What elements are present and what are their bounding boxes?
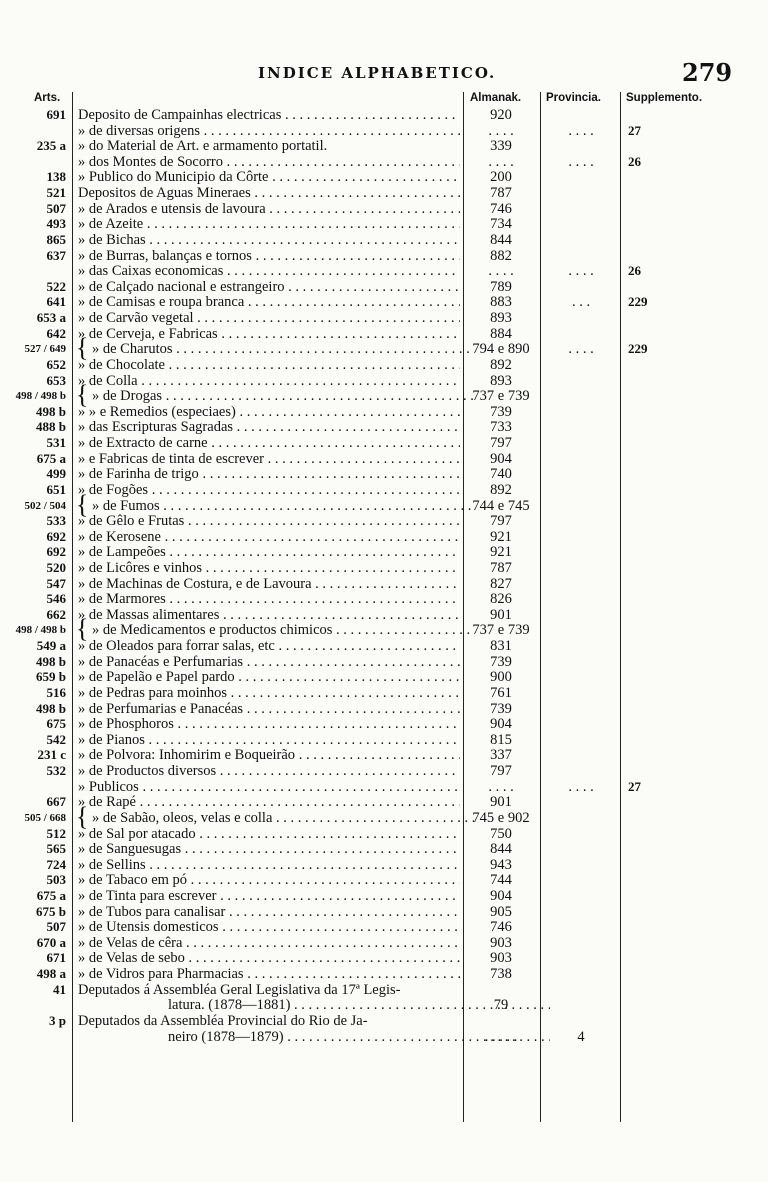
entry-almanak-page: 739 (490, 701, 512, 717)
entry-article-number: 865 (46, 232, 66, 247)
entry-article-number: 507 (46, 919, 66, 934)
entry-supplemento-page: 229 (628, 294, 648, 309)
entry-article-number: 675 b (36, 904, 66, 919)
index-row (0, 841, 768, 857)
index-row (0, 248, 768, 264)
entry-almanak-page: 797 (490, 763, 512, 779)
entry-description: » de Medicamentos e productos chimicos . . . (92, 622, 474, 638)
entry-description: » de Sal por atacado . . . (78, 826, 460, 842)
entry-description: » de Sabão, oleos, velas e colla . . . (92, 810, 474, 826)
brace-glyph: { (76, 380, 89, 409)
index-row (0, 185, 768, 201)
index-row (0, 404, 768, 420)
entry-almanak-page: 920 (490, 107, 512, 123)
entry-almanak-page: 921 (490, 529, 512, 545)
entry-article-number: 671 (46, 950, 66, 965)
index-row (0, 482, 768, 498)
index-row (0, 966, 768, 982)
entry-description: Deputados á Assembléa Geral Legislativa da 17ª Legis- (78, 982, 401, 998)
index-row (0, 373, 768, 389)
entry-article-number: 533 (46, 513, 66, 528)
entry-almanak-page: 893 (490, 310, 512, 326)
entry-article-number: 505 / 668 (24, 812, 66, 824)
page-number: 279 (682, 58, 733, 87)
entry-almanak-page: 787 (490, 560, 512, 576)
entry-article-number: 653 (46, 373, 66, 388)
entry-supplemento-page: 26 (628, 154, 641, 169)
entry-article-number: 498 b (36, 404, 66, 419)
entry-article-number: 488 b (36, 419, 66, 434)
entry-description: » de Marmores . . . (78, 591, 460, 607)
index-row (0, 279, 768, 295)
entry-almanak-page: 892 (490, 357, 512, 373)
index-row (0, 513, 768, 529)
entry-article-number: 231 c (37, 747, 66, 762)
entry-description: » de Oleados para forrar salas, etc . . . (78, 638, 460, 654)
index-row (0, 669, 768, 685)
entry-article-number: 724 (46, 857, 66, 872)
entry-description: latura. (1878—1881) . . . (168, 997, 550, 1013)
entry-almanak-page: 739 (490, 654, 512, 670)
entry-provincia-page: . . . . (568, 779, 594, 795)
entry-article-number: 547 (46, 576, 66, 591)
index-row (0, 419, 768, 435)
entry-description: » das Caixas economicas . . . (78, 263, 460, 279)
entry-description: » de Colla . . . (78, 373, 460, 389)
entry-article-number: 498 a (36, 966, 66, 981)
entry-article-number: 532 (46, 763, 66, 778)
entry-article-number: 531 (46, 435, 66, 450)
index-row (0, 451, 768, 467)
entry-description: » de Calçado nacional e estrangeiro . . . (78, 279, 460, 295)
entry-almanak-page: 737 e 739 (472, 388, 530, 404)
entry-description: » de Farinha de trigo . . . (78, 466, 460, 482)
entry-almanak-page: 750 (490, 826, 512, 842)
index-row (0, 263, 768, 279)
entry-almanak-page: 761 (490, 685, 512, 701)
entry-almanak-page: 746 (490, 201, 512, 217)
entry-description: » de Productos diversos . . . (78, 763, 460, 779)
entry-almanak-page: 904 (490, 716, 512, 732)
entry-description: » de Utensis domesticos . . . (78, 919, 460, 935)
index-row (0, 529, 768, 545)
entry-description: » de Sanguesugas . . . (78, 841, 460, 857)
entry-almanak-page: 745 e 902 (472, 810, 530, 826)
entry-almanak-page: 901 (490, 794, 512, 810)
entry-article-number: 662 (46, 607, 66, 622)
entry-description: » de Kerosene . . . (78, 529, 460, 545)
entry-provincia-page: . . . . (568, 154, 594, 170)
col-head-supplemento: Supplemento. (626, 92, 703, 104)
entry-provincia-page: . . . . (568, 123, 594, 139)
entry-description: » de Burras, balanças e tornos . . . (78, 248, 460, 264)
entry-article-number: 652 (46, 357, 66, 372)
entry-article-number: 498 / 498 b (15, 390, 66, 402)
entry-description: » de Pianos . . . (78, 732, 460, 748)
entry-almanak-page: 883 (490, 294, 512, 310)
entry-almanak-page: . . . . (488, 123, 514, 139)
entry-provincia-page: 4 (577, 1029, 585, 1045)
entry-almanak-page: 901 (490, 607, 512, 623)
index-row (0, 201, 768, 217)
col-head-arts: Arts. (34, 92, 61, 104)
entry-description: » de Fogões . . . (78, 482, 460, 498)
entry-provincia-page: . . . . (568, 263, 594, 279)
entry-article-number: 493 (46, 216, 66, 231)
entry-almanak-page: 339 (490, 138, 512, 154)
index-row (0, 591, 768, 607)
entry-article-number: 549 a (36, 638, 66, 653)
entry-description: » dos Montes de Socorro . . . (78, 154, 460, 170)
index-row (0, 747, 768, 763)
entry-article-number: 675 a (36, 888, 66, 903)
entry-description: » das Escripturas Sagradas . . . (78, 419, 460, 435)
entry-description: » de Massas alimentares . . . (78, 607, 460, 623)
entry-description: » de Sellins . . . (78, 857, 460, 873)
index-row (0, 138, 768, 154)
entry-almanak-page: 734 (490, 216, 512, 232)
index-row (0, 310, 768, 326)
entry-description: » de Chocolate . . . (78, 357, 460, 373)
entry-article-number: 667 (46, 794, 66, 809)
entry-article-number: 542 (46, 732, 66, 747)
entry-article-number: 507 (46, 201, 66, 216)
entry-almanak-page: 797 (490, 435, 512, 451)
entry-article-number: 522 (46, 279, 66, 294)
entry-supplemento-page: 27 (628, 123, 641, 138)
entry-almanak-page: 733 (490, 419, 512, 435)
index-row (0, 872, 768, 888)
entry-article-number: 502 / 504 (24, 500, 66, 512)
entry-description: » de Camisas e roupa branca . . . (78, 294, 460, 310)
entry-description: neiro (1878—1879) . . . (168, 1029, 550, 1045)
index-row (0, 732, 768, 748)
index-row (0, 794, 768, 810)
entry-article-number: 503 (46, 872, 66, 887)
brace-glyph: { (76, 802, 89, 831)
entry-almanak-page: 200 (490, 169, 512, 185)
index-row (0, 982, 768, 998)
entry-article-number: 499 (46, 466, 66, 481)
entry-almanak-page: 943 (490, 857, 512, 873)
entry-almanak-page: 746 (490, 919, 512, 935)
index-row (0, 232, 768, 248)
entry-description: » de Fumos . . . (92, 498, 474, 514)
brace-glyph: { (76, 333, 89, 362)
entry-supplemento-page: 27 (628, 779, 641, 794)
entry-description: » de Vidros para Pharmacias . . . (78, 966, 460, 982)
entry-article-number: 546 (46, 591, 66, 606)
entry-article-number: 138 (46, 169, 66, 184)
entry-article-number: 527 / 649 (24, 343, 66, 355)
index-row (0, 357, 768, 373)
index-row (0, 544, 768, 560)
entry-almanak-page: 903 (490, 935, 512, 951)
entry-description: » de Tabaco em pó . . . (78, 872, 460, 888)
entry-almanak-page: . . . . . (484, 1029, 518, 1045)
entry-description: Deposito de Campainhas electricas . . . (78, 107, 460, 123)
entry-description: » de Charutos . . . (92, 341, 474, 357)
entry-almanak-page: 789 (490, 279, 512, 295)
index-row (0, 169, 768, 185)
index-row (0, 919, 768, 935)
index-row (0, 466, 768, 482)
index-row (0, 779, 768, 795)
entry-almanak-page: 921 (490, 544, 512, 560)
col-head-almanak: Almanak. (470, 92, 522, 104)
index-row (0, 857, 768, 873)
index-row (0, 763, 768, 779)
entry-article-number: 642 (46, 326, 66, 341)
entry-almanak-page: 787 (490, 185, 512, 201)
index-row (0, 904, 768, 920)
index-row (0, 560, 768, 576)
brace-glyph: { (76, 614, 89, 643)
index-row (0, 294, 768, 310)
index-row (0, 216, 768, 232)
entry-article-number: 637 (46, 248, 66, 263)
entry-article-number: 641 (46, 294, 66, 309)
entry-description: » de Lampeões . . . (78, 544, 460, 560)
index-row (0, 950, 768, 966)
entry-article-number: 512 (46, 826, 66, 841)
index-row (0, 107, 768, 123)
entry-almanak-page: 904 (490, 888, 512, 904)
entry-description: » e Fabricas de tinta de escrever . . . (78, 451, 460, 467)
index-row (0, 576, 768, 592)
index-row (0, 654, 768, 670)
col-head-provincia: Provincia. (546, 92, 601, 104)
entry-description: » de Papelão e Papel pardo . . . (78, 669, 460, 685)
entry-description: » » e Remedios (especiaes) . . . (78, 404, 460, 420)
entry-almanak-page: 904 (490, 451, 512, 467)
entry-article-number: 498 b (36, 654, 66, 669)
index-row (0, 638, 768, 654)
entry-article-number: 675 (46, 716, 66, 731)
entry-almanak-page: . . . . (488, 263, 514, 279)
entry-article-number: 692 (46, 544, 66, 559)
entry-almanak-page: 893 (490, 373, 512, 389)
entry-description: » de Machinas de Costura, e de Lavoura . . . (78, 576, 460, 592)
entry-almanak-page: 826 (490, 591, 512, 607)
page-header-title: INDICE ALPHABETICO. (258, 64, 497, 82)
entry-article-number: 235 a (36, 138, 66, 153)
entry-description: » de Cerveja, e Fabricas . . . (78, 326, 460, 342)
entry-description: » de Tinta para escrever . . . (78, 888, 460, 904)
entry-almanak-page: 740 (490, 466, 512, 482)
entry-description: » de Licôres e vinhos . . . (78, 560, 460, 576)
entry-almanak-page: 844 (490, 232, 512, 248)
entry-almanak-page: . . . . (488, 779, 514, 795)
entry-almanak-page: 737 e 739 (472, 622, 530, 638)
entry-description: Depositos de Aguas Mineraes . . . (78, 185, 460, 201)
index-row (0, 1013, 768, 1029)
entry-supplemento-page: 26 (628, 263, 641, 278)
entry-description: » de Carvão vegetal . . . (78, 310, 460, 326)
entry-almanak-page: 884 (490, 326, 512, 342)
entry-description: » de diversas origens . . . (78, 123, 460, 139)
entry-almanak-page: 738 (490, 966, 512, 982)
index-row (0, 1029, 768, 1045)
entry-description: » de Velas de cêra . . . (78, 935, 460, 951)
index-row (0, 154, 768, 170)
entry-article-number: 3 p (49, 1013, 66, 1028)
entry-article-number: 498 / 498 b (15, 624, 66, 636)
entry-article-number: 653 a (36, 310, 66, 325)
entry-almanak-page: 79 (493, 997, 509, 1013)
entry-almanak-page: 794 e 890 (472, 341, 530, 357)
entry-description: » de Polvora: Inhomirim e Boqueirão . . . (78, 747, 460, 763)
entry-almanak-page: 797 (490, 513, 512, 529)
entry-article-number: 651 (46, 482, 66, 497)
index-row (0, 716, 768, 732)
entry-almanak-page: 739 (490, 404, 512, 420)
entry-article-number: 692 (46, 529, 66, 544)
brace-glyph: { (76, 490, 89, 519)
entry-article-number: 41 (53, 982, 66, 997)
entry-description: » de Perfumarias e Panacéas . . . (78, 701, 460, 717)
entry-almanak-page: 744 (490, 872, 512, 888)
index-row (0, 935, 768, 951)
index-row (0, 685, 768, 701)
entry-almanak-page: 815 (490, 732, 512, 748)
entry-description: » de Rapé . . . (78, 794, 460, 810)
entry-almanak-page: 905 (490, 904, 512, 920)
entry-almanak-page: 892 (490, 482, 512, 498)
entry-article-number: 516 (46, 685, 66, 700)
entry-article-number: 659 b (36, 669, 66, 684)
entry-description: » de Extracto de carne . . . (78, 435, 460, 451)
entry-description: » Publico do Municipio da Côrte . . . (78, 169, 460, 185)
entry-article-number: 675 a (36, 451, 66, 466)
index-row (0, 888, 768, 904)
index-row (0, 607, 768, 623)
entry-article-number: 670 a (36, 935, 66, 950)
index-row (0, 826, 768, 842)
entry-description: » de Drogas . . . (92, 388, 474, 404)
entry-article-number: 498 b (36, 701, 66, 716)
entry-description: » de Gêlo e Frutas . . . (78, 513, 460, 529)
entry-description: » de Bichas . . . (78, 232, 460, 248)
entry-almanak-page: 903 (490, 950, 512, 966)
index-row (0, 997, 768, 1013)
entry-almanak-page: 831 (490, 638, 512, 654)
entry-article-number: 565 (46, 841, 66, 856)
entry-description: » de Panacéas e Perfumarias . . . (78, 654, 460, 670)
entry-description: » de Tubos para canalisar . . . (78, 904, 460, 920)
entry-description: » Publicos . . . (78, 779, 460, 795)
entry-description: » de Velas de sebo . . . (78, 950, 460, 966)
entry-description: » do Material de Art. e armamento portatil. (78, 138, 328, 154)
entry-provincia-page: . . . . (568, 341, 594, 357)
entry-article-number: 520 (46, 560, 66, 575)
entry-description: » de Azeite . . . (78, 216, 460, 232)
index-row (0, 326, 768, 342)
entry-supplemento-page: 229 (628, 341, 648, 356)
entry-provincia-page: . . . (571, 294, 591, 310)
entry-article-number: 521 (46, 185, 66, 200)
index-row (0, 435, 768, 451)
entry-description: » de Arados e utensis de lavoura . . . (78, 201, 460, 217)
index-row (0, 701, 768, 717)
entry-almanak-page: . . . . (488, 154, 514, 170)
entry-almanak-page: 744 e 745 (472, 498, 530, 514)
entry-almanak-page: 882 (490, 248, 512, 264)
entry-almanak-page: 337 (490, 747, 512, 763)
entry-description: Deputados da Assembléa Provincial do Rio de Ja- (78, 1013, 368, 1029)
index-row (0, 123, 768, 139)
entry-almanak-page: 827 (490, 576, 512, 592)
entry-description: » de Phosphoros . . . (78, 716, 460, 732)
entry-almanak-page: 900 (490, 669, 512, 685)
entry-description: » de Pedras para moinhos . . . (78, 685, 460, 701)
entry-article-number: 691 (46, 107, 66, 122)
entry-almanak-page: 844 (490, 841, 512, 857)
